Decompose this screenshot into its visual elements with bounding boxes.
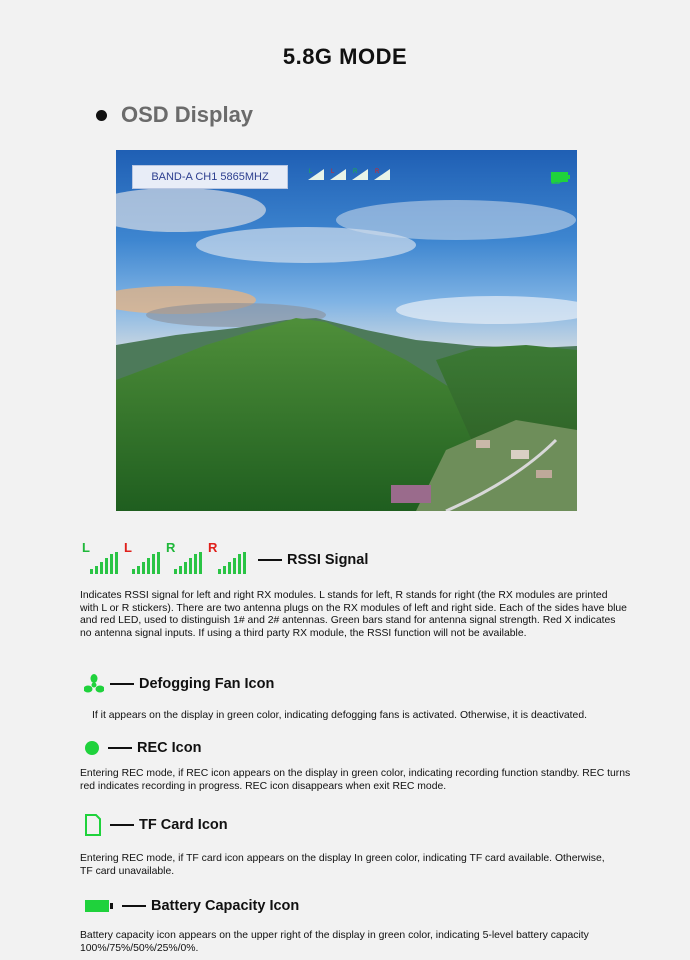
osd-rssi-bars-icon — [306, 165, 392, 181]
rssi-icon-left-green — [82, 542, 118, 574]
rssi-icons-group — [82, 542, 250, 574]
rec-icon — [84, 740, 100, 756]
signal-bars-icon — [218, 552, 248, 574]
rssi-label: RSSI Signal — [287, 552, 369, 568]
tf-card-label: TF Card Icon — [139, 817, 228, 833]
rec-row — [84, 740, 201, 756]
battery-row — [84, 898, 299, 914]
battery-description: Battery capacity icon appears on the upper right of the display in green color, indicating 5-level battery capacity 100%/75%/50%/25%/0%. — [80, 930, 589, 954]
label-dash — [110, 824, 134, 826]
rssi-icon-right-green — [166, 542, 202, 574]
rssi-icon-left-red — [124, 542, 160, 574]
fan-row — [84, 674, 274, 694]
tf-card-description: Entering REC mode, if TF card icon appears on the display In green color, indicating TF card available. Otherwise, TF card unavailable. — [80, 853, 605, 877]
section-heading — [96, 102, 253, 128]
svg-text:R: R — [353, 169, 358, 175]
rssi-signal-row — [82, 542, 368, 574]
rec-label: REC Icon — [137, 740, 202, 756]
svg-text:L: L — [309, 169, 313, 175]
rssi-icon-right-red — [208, 542, 250, 574]
svg-text:R: R — [375, 169, 380, 175]
signal-bars-icon — [174, 552, 204, 574]
osd-battery-icon — [551, 172, 571, 182]
rec-description: Entering REC mode, if REC icon appears on the display in green color, indicating recording function standby. REC turns red indicates recording in progress. REC icon disappears when exit REC mode. — [80, 768, 631, 792]
tf-card-row — [84, 814, 228, 836]
battery-label: Battery Capacity Icon — [151, 898, 300, 914]
signal-bars-icon — [132, 552, 162, 574]
rssi-letter: R — [208, 540, 218, 555]
section-heading-text: OSD Display — [121, 102, 254, 127]
svg-text:L: L — [331, 169, 335, 175]
signal-bars-icon — [90, 552, 120, 574]
osd-band-channel: BAND-A CH1 5865MHZ — [132, 165, 288, 189]
tf-card-icon — [84, 814, 102, 836]
page-title: 5.8G MODE — [282, 44, 408, 69]
battery-icon — [84, 898, 114, 914]
fan-label: Defogging Fan Icon — [139, 676, 275, 692]
label-dash — [258, 559, 282, 561]
rssi-letter: R — [166, 540, 176, 555]
rssi-letter: L — [124, 540, 132, 555]
landscape-illustration — [116, 150, 577, 511]
rssi-letter: L — [82, 540, 90, 555]
label-dash — [108, 747, 132, 749]
label-dash — [110, 683, 134, 685]
fan-description: If it appears on the display in green color, indicating defogging fans is activated. Otherwise, it is deactivated. — [92, 710, 587, 721]
rssi-description: Indicates RSSI signal for left and right RX modules. L stands for left, R stands for right (the RX modules are printed with L or R stickers). There are two antenna plugs on the RX modules of left and right side. Each of the sides have blue and red LED, used to distinguish 1# and 2# antennas. Green bars stand for antenna signal strength. Red X indicates no antenna signal inputs. If using a third party RX module, the RSSI function will not be available. — [80, 590, 627, 639]
label-dash — [122, 905, 146, 907]
fan-icon — [84, 674, 104, 694]
osd-display-image — [116, 150, 577, 511]
bullet-icon — [96, 110, 107, 121]
